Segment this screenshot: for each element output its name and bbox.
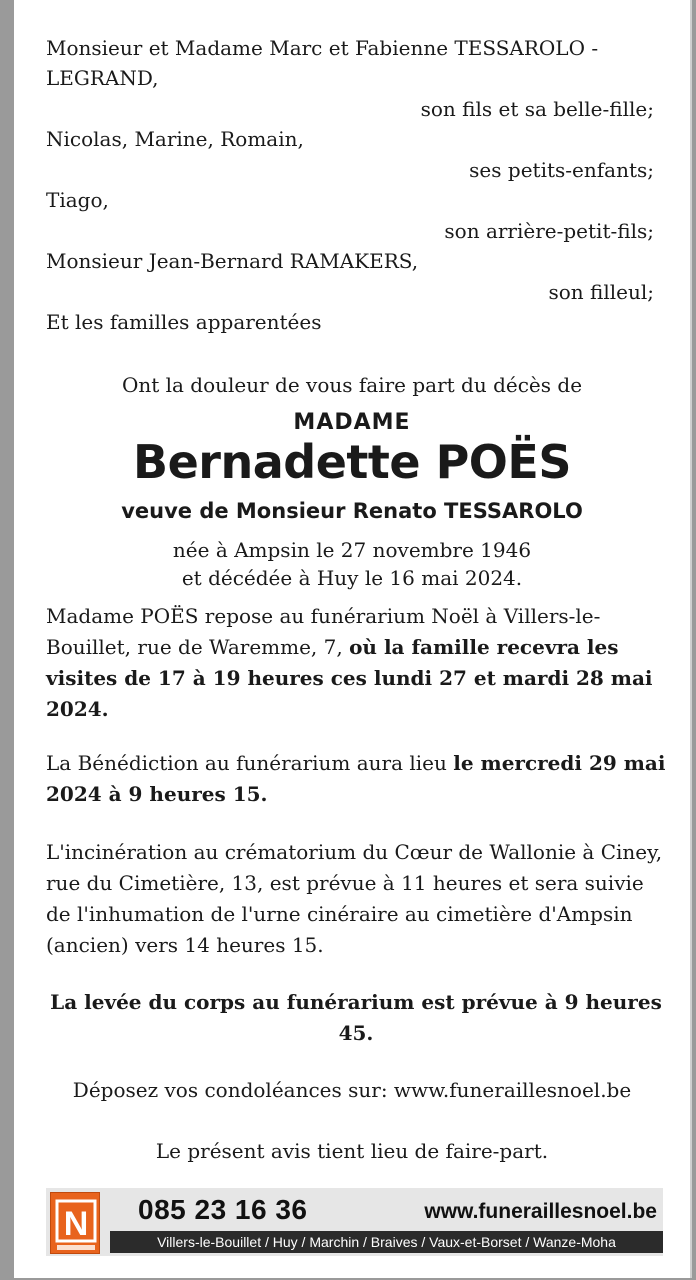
funerarium-text: Madame POËS repose au funérarium Noël à Villers-le-Bouillet, rue de Waremme, 7, xyxy=(46,604,601,659)
family-line-relatives: Et les familles apparentées xyxy=(46,310,322,334)
announcement-intro: Ont la douleur de vous faire part du décès de xyxy=(121,373,583,397)
family-line-parents: Monsieur et Madame Marc et Fabienne TESSAROLO - xyxy=(46,36,599,60)
website-link[interactable]: www.funeraillesnoel.be xyxy=(424,1200,657,1223)
logo-n-icon xyxy=(51,1193,101,1255)
family-line-grandchildren: Nicolas, Marine, Romain, xyxy=(46,127,304,151)
deceased-name: Bernadette POËS xyxy=(133,435,571,489)
funeral-home-banner xyxy=(46,1188,663,1256)
family-line-greatgrandchild: Tiago, xyxy=(46,188,109,212)
widow-of: veuve de Monsieur Renato TESSAROLO xyxy=(121,499,583,523)
relation-son: son fils et sa belle-fille; xyxy=(420,97,654,121)
relation-godson: son filleul; xyxy=(548,280,654,304)
condolences-line: Déposez vos condoléances sur: www.funeraillesnoel.be xyxy=(72,1078,632,1102)
towns-band: Villers-le-Bouillet / Huy / Marchin / Braives / Vaux-et-Borset / Wanze-Moha xyxy=(110,1231,663,1253)
body-removal-paragraph: La levée du corps au funérarium est prévue à 9 heures 45. xyxy=(50,990,662,1045)
obituary-notice xyxy=(14,0,692,1278)
death-info: et décédée à Huy le 16 mai 2024. xyxy=(181,566,523,590)
birth-info: née à Ampsin le 27 novembre 1946 xyxy=(172,538,532,562)
family-line-godson: Monsieur Jean-Bernard RAMAKERS, xyxy=(46,249,419,273)
funerarium-paragraph xyxy=(46,601,666,725)
blessing-text: La Bénédiction au funérarium aura lieu xyxy=(46,751,454,775)
notice-line: Le présent avis tient lieu de faire-part. xyxy=(155,1139,549,1163)
family-line-parents-cont: LEGRAND, xyxy=(46,66,159,90)
cremation-paragraph: L'incinération au crématorium du Cœur de Wallonie à Ciney, rue du Cimetière, 13, est prévue à 11 heures et sera suivie de l'inhumation de l'urne cinéraire au cimetière d'Ampsin (ancien) vers 14 heures 15. xyxy=(46,840,663,957)
relation-grandchildren: ses petits-enfants; xyxy=(469,158,654,182)
logo-letter: N xyxy=(63,1205,89,1243)
phone-number: 085 23 16 36 xyxy=(138,1194,308,1225)
blessing-paragraph xyxy=(46,748,666,810)
visits-text: où la famille recevra les visites de 17 à 19 heures ces lundi 27 et mardi 28 mai 2024. xyxy=(46,635,653,721)
deceased-title: MADAME xyxy=(293,410,411,435)
relation-greatgrandchild: son arrière-petit-fils; xyxy=(444,219,654,243)
blessing-date: le mercredi 29 mai 2024 à 9 heures 15. xyxy=(46,751,666,806)
funeral-home-logo xyxy=(50,1192,100,1254)
